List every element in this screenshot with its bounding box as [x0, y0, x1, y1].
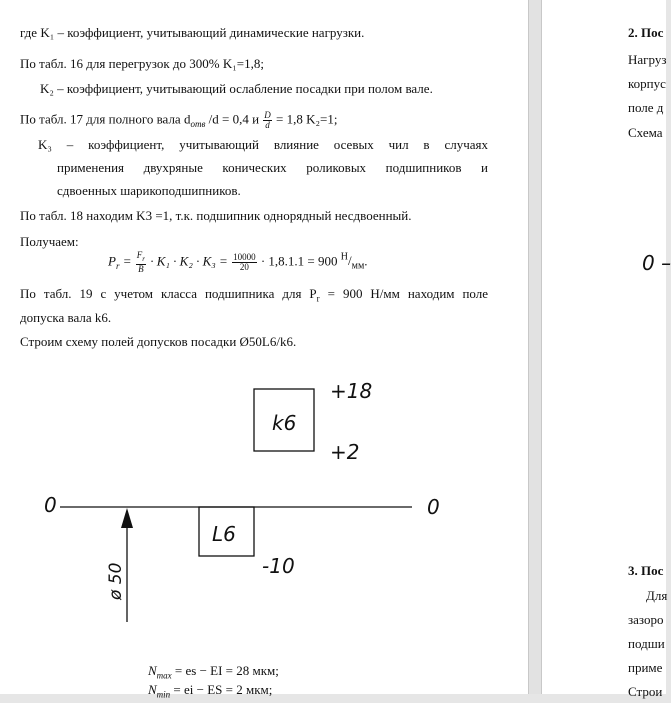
formula-lhs: P [108, 253, 116, 269]
text-line-table18: По табл. 18 находим K3 =1, т.к. подшипник однорядный несдвоенный. [20, 208, 412, 223]
text-line-table16: По табл. 16 для перегрузок до 300% K₁=1,8; [20, 56, 264, 71]
formula-k-product: · K₁ · K₂ · K₃ = [150, 253, 228, 269]
text-line-scheme: Строим схему полей допусков посадки Ø50L6/k6. [20, 334, 297, 349]
zero-label-left: 0 [44, 493, 57, 517]
formula-unit: $^Н/_{мм}$ [340, 252, 365, 272]
nmin-symbol: N [148, 682, 157, 697]
fraction-10000: 10000 [233, 251, 256, 262]
formula-rhs: · 1,8.1.1 = 900 [260, 253, 338, 269]
nmin-equation: = ei − ES = 2 мкм; [170, 682, 273, 697]
right-line-9: Строи [628, 684, 663, 699]
text-line-k3-end: сдвоенных шарикоподшипников. [57, 183, 241, 198]
table19-sub: r [316, 293, 320, 304]
formula-dot: . [364, 253, 368, 269]
formula-nmax [148, 663, 279, 684]
table19-end: = 900 Н/мм находим поле [327, 286, 489, 301]
shaft-upper-deviation: +18 [330, 379, 373, 403]
document-page-right [542, 0, 671, 699]
right-zero-label: 0 – [642, 251, 671, 275]
right-line-3: поле д [628, 100, 664, 115]
page-gutter [528, 0, 542, 694]
fraction-den: d [265, 120, 270, 130]
right-heading-3: 3. Пос [628, 563, 664, 578]
unit-n: Н [340, 252, 348, 263]
table17-text: По табл. 17 для полного вала d [20, 111, 191, 127]
right-line-8: приме [628, 660, 663, 675]
diameter-label: ø 50 [106, 562, 126, 600]
fraction-fr-sub: r [142, 254, 145, 263]
table19-text: По табл. 19 с учетом класса подшипника для P [20, 286, 317, 301]
diameter-arrow-head [121, 508, 133, 528]
shaft-label: k6 [272, 411, 297, 435]
right-line-7: подши [628, 636, 665, 651]
fraction-fr: F [136, 249, 143, 260]
right-line-4: Схема [628, 125, 663, 140]
right-heading-2: 2. Пос [628, 25, 664, 40]
formula-lhs-sub: r [115, 260, 120, 271]
table17-sub: отв [190, 119, 206, 130]
shaft-lower-deviation: +2 [330, 440, 360, 464]
right-line-1: Нагруз [628, 52, 667, 67]
nmax-symbol: N [148, 663, 157, 678]
text-line-k1: где K₁ – коэффициент, учитывающий динамические нагрузки. [20, 25, 365, 40]
right-line-2: корпус [628, 76, 666, 91]
right-line-6: зазоро [628, 612, 664, 627]
bearing-label: L6 [212, 522, 236, 546]
text-line-k2: K₂ – коэффициент, учитывающий ослабление посадки при полом вале. [40, 81, 433, 96]
table17-ratio: /d = 0,4 и [208, 111, 260, 127]
text-line-k3: K₃ – коэффициент, учитывающий влияние осевых чил в случаях [38, 137, 488, 152]
right-line-5: Для [646, 588, 668, 603]
text-line-result: Получаем: [20, 234, 79, 249]
text-line-k3-cont: применения двухряные конических роликовых подшипников и [57, 160, 488, 175]
unit-mm: мм [351, 260, 365, 272]
nmax-equation: = es − EI = 28 мкм; [171, 663, 279, 678]
fraction-20: 20 [239, 261, 249, 272]
zero-label-right: 0 [427, 495, 440, 519]
fraction-num: D [264, 110, 271, 120]
formula-eq: = [122, 253, 132, 269]
nmax-sub: max [156, 670, 172, 681]
text-line-k6: допуска вала k6. [20, 310, 112, 325]
bearing-lower-deviation: -10 [262, 554, 295, 578]
formula-nmin [148, 682, 272, 703]
nmin-sub: min [156, 689, 171, 700]
table17-result: = 1,8 K₂=1; [276, 111, 338, 127]
fraction-b: B [138, 263, 144, 274]
